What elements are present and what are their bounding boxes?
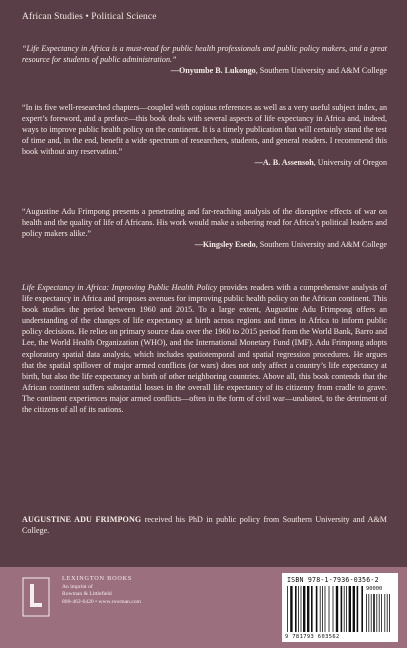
barcode-bar [290, 586, 292, 632]
book-description [22, 282, 387, 415]
quote-1-author: —Onyumbe B. Lukongo [170, 66, 256, 76]
barcode-bar [366, 594, 367, 632]
quote-3-affiliation: , Southern University and A&M College [255, 240, 387, 250]
book-title: Life Expectancy in Africa: Improving Public Health Policy [22, 283, 218, 292]
price-code: 90000 [366, 586, 383, 592]
barcode-digits: 9 781793 603562 [285, 634, 340, 640]
barcode-bar [381, 594, 382, 632]
endorsement-quote-1 [22, 43, 387, 76]
barcode-bar [346, 586, 347, 632]
quote-2-author: —A. B. Assensoh [254, 158, 314, 168]
barcode-bar [320, 586, 321, 632]
quote-3-author: —Kingsley Esedo [194, 240, 256, 250]
barcode-bar [325, 586, 326, 632]
barcode-bar [371, 594, 372, 632]
barcode-bar [298, 586, 299, 632]
imprint-line-1: An imprint of [62, 583, 93, 590]
barcode-bar [387, 594, 388, 632]
barcode-bar [316, 586, 318, 632]
barcode-bar [341, 586, 343, 632]
quote-2-text: “In its five well-researched chapters—coupled with copious references as well as a very useful subject index, an expert’s foreword, and a preface—this book deals with several aspects of life expectancy in Africa and, indeed, ways to improve public health policy on the continent. It is a timely publication that will certainly stand the test of time and, in the end, benefit a wide spectrum of researchers, students, and general readers. I recommend this book without any reservation.” [22, 103, 387, 157]
publisher-info [62, 575, 212, 606]
publisher-band [0, 567, 407, 648]
quote-3-text: “Augustine Adu Frimpong presents a penetrating and far-reaching analysis of the disruptive effects of war on health and the quality of life of Africans. His work would make a sobering read for Africa’s political leaders and policy makers alike.” [22, 207, 387, 239]
isbn-label: ISBN 978-1-7936-0356-2 [287, 576, 379, 584]
barcode-bar [311, 586, 313, 632]
barcode-bar [361, 586, 363, 632]
barcode-bar [376, 594, 377, 632]
endorsement-quote-2 [22, 102, 387, 169]
quote-2-affiliation: , University of Oregon [313, 158, 387, 168]
quote-1-affiliation: , Southern University and A&M College [255, 66, 387, 76]
barcode-bar [295, 586, 297, 632]
barcode-bar [368, 594, 369, 632]
barcode-bar [322, 586, 323, 632]
barcode-bar [353, 586, 355, 632]
barcode-bar [301, 586, 302, 632]
isbn-barcode [282, 573, 398, 642]
barcode-bar [379, 594, 380, 632]
description-body: provides readers with a comprehensive analysis of life expectancy in Africa and proposes avenues for improving public health policy on the African continent. This book studies the period between 1960 and 2015. To a large extent, Augustine Adu Frimpong offers an understanding of the changes of life expectancy at birth across regions and times in Africa to inform public policy decisions. He relies on primary source data over the 1960 to 2015 period from the World Bank, Barro and Lee, the World Health Organization (WHO), and the International Monetary Fund (IMF). Adu Frimpong adopts exploratory spatial data analysis, which includes spatiotemporal and spatial regression procedures. He argues that the spatial spillover of major armed conflicts (or wars) does not only affect a country’s life expectancy at birth, but also the life expectancy at birth of other neighboring countries. Above all, this book contends that the African continent suffers substantial losses in the overall life expectancy of its citizenry from cradle to grave. The continent experiences major armed conflicts—often in the form of civil war—unabated, to the detriment of the citizens of all of its nations. [22, 283, 387, 415]
author-bio-text: received his PhD in public policy from Southern University and A&M College. [22, 515, 387, 536]
barcode-bar [336, 586, 338, 632]
category-label: African Studies • Political Science [22, 12, 157, 22]
barcode-bar [344, 586, 345, 632]
barcode-bar [373, 594, 375, 632]
author-bio [22, 514, 387, 536]
barcode-bar [384, 594, 385, 632]
price-barcode-bars [366, 594, 392, 632]
author-name: AUGUSTINE ADU FRIMPONG [22, 515, 142, 524]
publisher-contact: 800-462-6420 • www.rowman.com [62, 598, 141, 605]
quote-1-text: “Life Expectancy in Africa is a must-read for public health professionals and public policy makers, and a great resource for students of public administration.” [22, 44, 387, 65]
barcode-bar [329, 586, 330, 632]
imprint-line-2: Rowman & Littlefield [62, 591, 112, 598]
barcode-bars [287, 586, 363, 632]
barcode-bar [307, 586, 309, 632]
lexington-l-logo-icon [22, 577, 50, 617]
barcode-bar [389, 594, 390, 632]
barcode-bar [349, 586, 351, 632]
barcode-bar [333, 586, 334, 632]
publisher-name: LEXINGTON BOOKS [62, 575, 133, 582]
barcode-bar [357, 586, 359, 632]
barcode-bar [287, 586, 288, 632]
publisher-block [22, 573, 222, 643]
barcode-bar [303, 586, 305, 632]
endorsement-quote-3 [22, 206, 387, 250]
